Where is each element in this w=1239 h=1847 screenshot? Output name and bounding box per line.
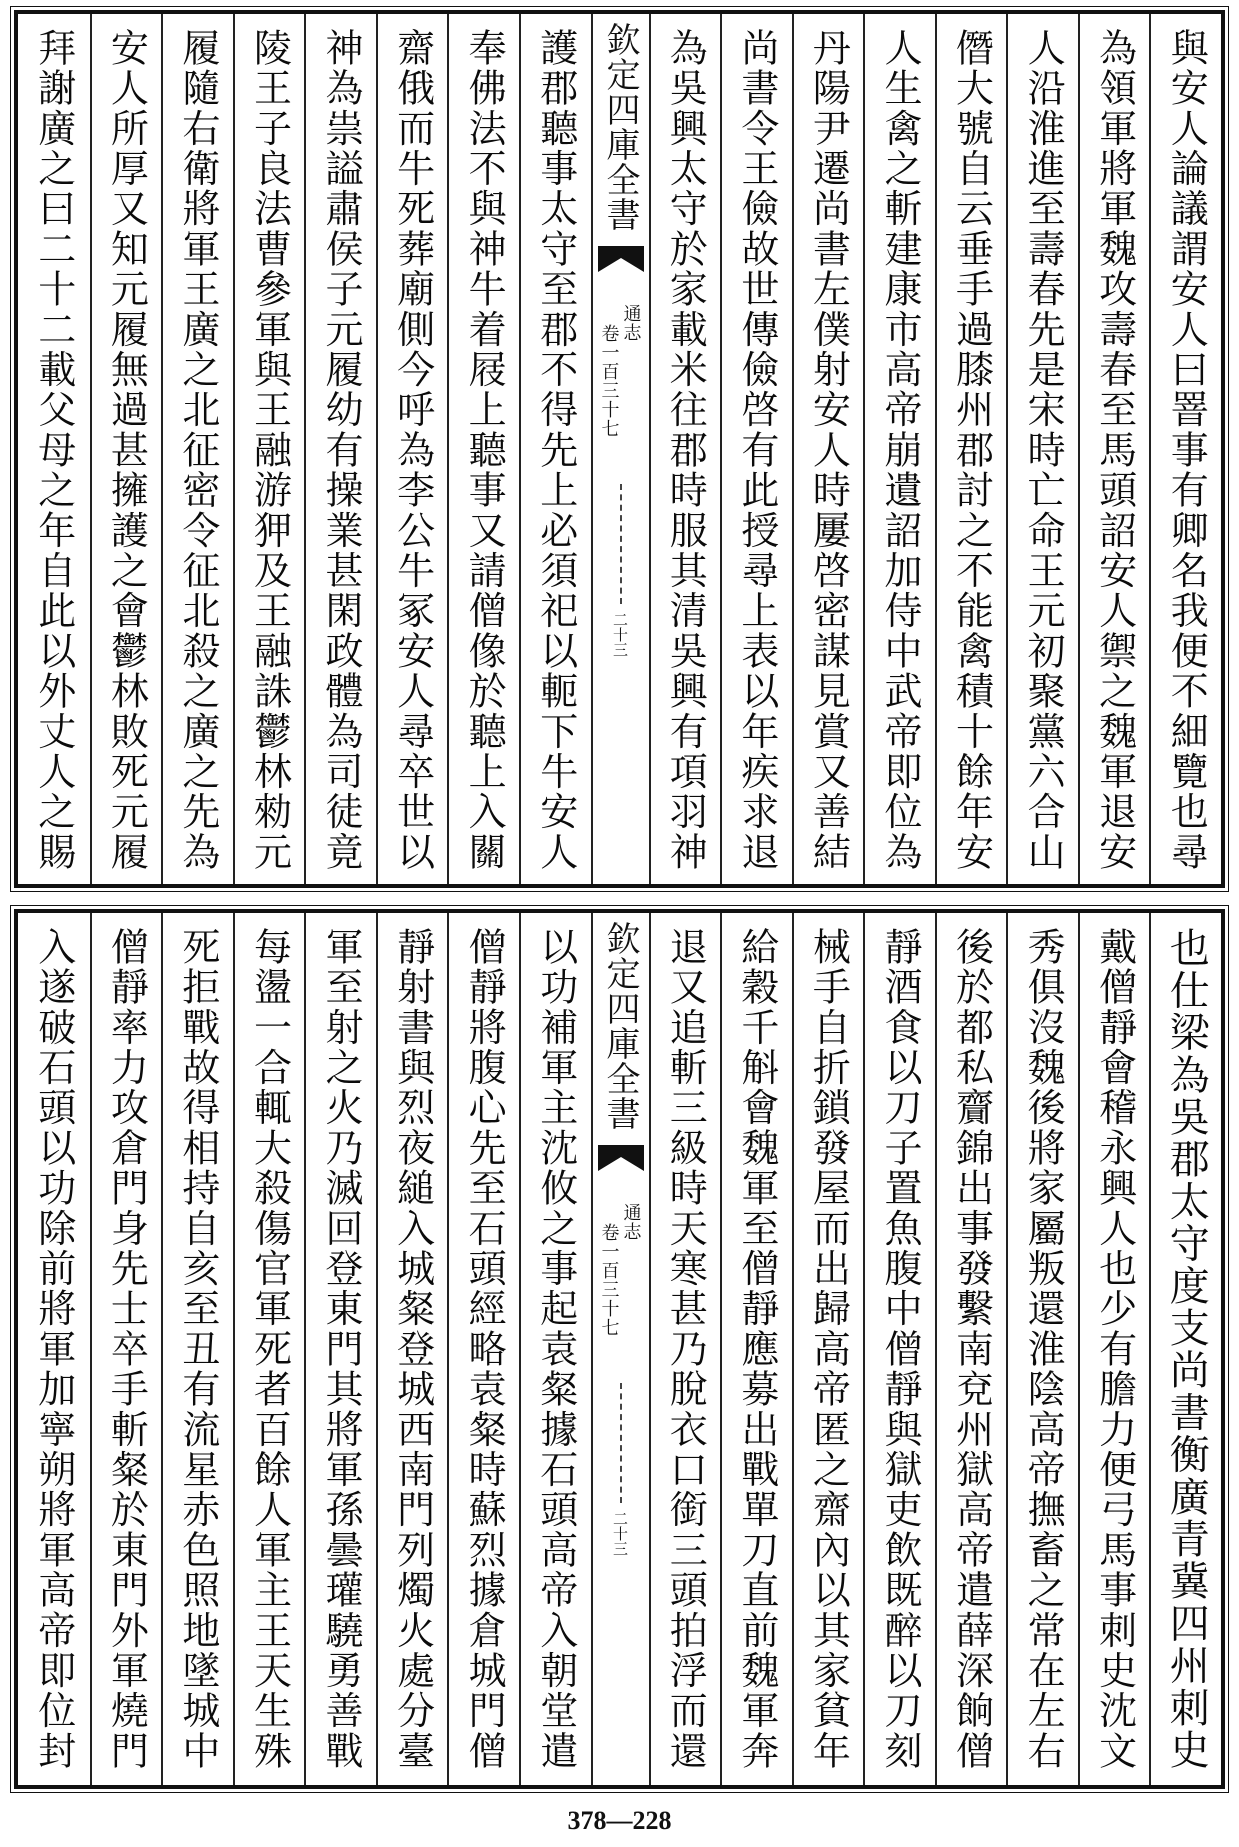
column-text: 也仕梁為吳郡太守度支尚書衡廣青冀四州刺史 [1163,927,1210,1771]
text-column [447,913,519,1785]
text-column [1078,14,1150,884]
volume-label: 卷一百三十七 [598,1223,620,1337]
column-text: 陵王子良法曹參軍與王融游狎及王融誅鬱林勑元 [247,28,292,873]
book-title: 通志 [620,304,642,342]
column-text: 安人所厚又知元履無過甚擁護之會鬱林敗死元履 [104,28,149,873]
text-column [233,14,305,884]
book-title: 通志 [620,1203,642,1241]
text-column [935,14,1007,884]
column-text: 奉佛法不與神牛着屐上聽事又請僧像於聽上入關 [462,28,507,873]
column-text: 給穀千斛會魏軍至僧靜應募出戰單刀直前魏軍奔 [734,927,779,1772]
column-text: 僧靜將腹心先至石頭經略袁粲時蘇烈據倉城門僧 [462,927,507,1772]
text-column [649,14,721,884]
text-column [376,913,448,1785]
text-column [376,14,448,884]
text-column [792,14,864,884]
text-column [720,14,792,884]
column-text: 退又追斬三級時天寒甚乃脫衣口銜三頭拍浮而還 [663,927,708,1772]
column-text: 靜酒食以刀子置魚腹中僧靜與獄吏飲既醉以刀刻 [877,927,922,1772]
text-column [233,913,305,1785]
column-text: 死拒戰故得相持自亥至丑有流星赤色照地墜城中 [175,927,220,1772]
column-text: 履隨右衛將軍王廣之北征密令征北殺之廣之先為 [175,28,220,873]
collection-title: 欽定四庫全書 [600,22,640,232]
fishtail-mark-icon [598,1145,644,1171]
leaf-number: 二十三 [611,612,629,657]
volume-label: 卷一百三十七 [598,324,620,438]
text-column [1006,14,1078,884]
text-column [18,913,90,1785]
text-column [863,14,935,884]
page-number: 378—228 [567,1806,672,1835]
text-column [649,913,721,1785]
column-text: 人生禽之斬建康市高帝崩遺詔加侍中武帝即位為 [877,28,922,873]
column-text: 僭大號自云垂手過膝州郡討之不能禽積十餘年安 [949,28,994,873]
text-column [519,913,591,1785]
text-column [304,14,376,884]
column-text: 拜謝廣之曰二十二載父母之年自此以外丈人之賜 [31,28,76,873]
column-text: 戴僧靜會稽永興人也少有膽力便弓馬事刺史沈文 [1092,927,1137,1772]
bottom-page-panel [14,909,1225,1789]
text-column [1149,913,1221,1785]
column-text: 丹陽尹遷尚書左僕射安人時屢啓密謀見賞又善結 [806,28,851,873]
text-column [1078,913,1150,1785]
text-column [161,14,233,884]
column-text: 以功補軍主沈攸之事起袁粲據石頭高帝入朝堂遣 [533,927,578,1772]
collection-title: 欽定四庫全書 [600,921,640,1131]
text-column [792,913,864,1785]
column-text: 人沿淮進至壽春先是宋時亡命王元初聚黨六合山 [1021,28,1066,873]
column-text: 械手自折鎖發屋而出歸高帝匿之齋內以其家貧年 [806,927,851,1772]
fold-line [620,1383,622,1503]
column-text: 與安人論議謂安人曰罯事有卿名我便不細覽也尋 [1164,28,1209,873]
column-text: 護郡聽事太守至郡不得先上必須祀以軛下牛安人 [533,28,578,873]
column-text: 後於都私齎錦出事發繫南兗州獄高帝遣薛深餉僧 [949,927,994,1772]
column-text: 齋俄而牛死葬廟側今呼為李公牛冢安人尋卒世以 [390,28,435,873]
column-text: 每盪一合輒大殺傷官軍死者百餘人軍主王天生殊 [247,927,292,1772]
column-text: 尚書令王儉故世傳儉啓有此授尋上表以年疾求退 [734,28,779,873]
column-text: 入遂破石頭以功除前將軍加寧朔將軍高帝即位封 [31,927,76,1772]
text-column [519,14,591,884]
text-column [18,14,90,884]
text-column [161,913,233,1785]
column-text: 為領軍將軍魏攻壽春至馬頭詔安人禦之魏軍退安 [1092,28,1137,873]
top-text-grid [18,14,1221,884]
text-column [90,14,162,884]
top-page-panel [14,10,1225,888]
column-text: 秀俱沒魏後將家屬叛還淮陰高帝撫畜之常在左右 [1021,927,1066,1772]
text-column [863,913,935,1785]
fold-line [620,484,622,604]
column-text: 僧靜率力攻倉門身先士卒手斬粲於東門外軍燒門 [104,927,149,1772]
column-text: 軍至射之火乃滅回登東門其將軍孫曇瓘驍勇善戰 [319,927,364,1772]
center-margin-strip [591,14,649,884]
text-column [447,14,519,884]
column-text: 靜射書與烈夜縋入城粲登城西南門列燭火處分臺 [390,927,435,1772]
text-column [935,913,1007,1785]
leaf-number: 二十三 [611,1511,629,1556]
bottom-text-grid [18,913,1221,1785]
center-margin-strip [591,913,649,1785]
text-column [304,913,376,1785]
text-column [90,913,162,1785]
fishtail-mark-icon [598,246,644,272]
text-column [1006,913,1078,1785]
text-column [720,913,792,1785]
text-column [1149,14,1221,884]
column-text: 為吳興太守於家載米往郡時服其清吳興有項羽神 [663,28,708,873]
column-text: 神為祟謚肅侯子元履幼有操業甚閑政體為司徒竟 [319,28,364,873]
